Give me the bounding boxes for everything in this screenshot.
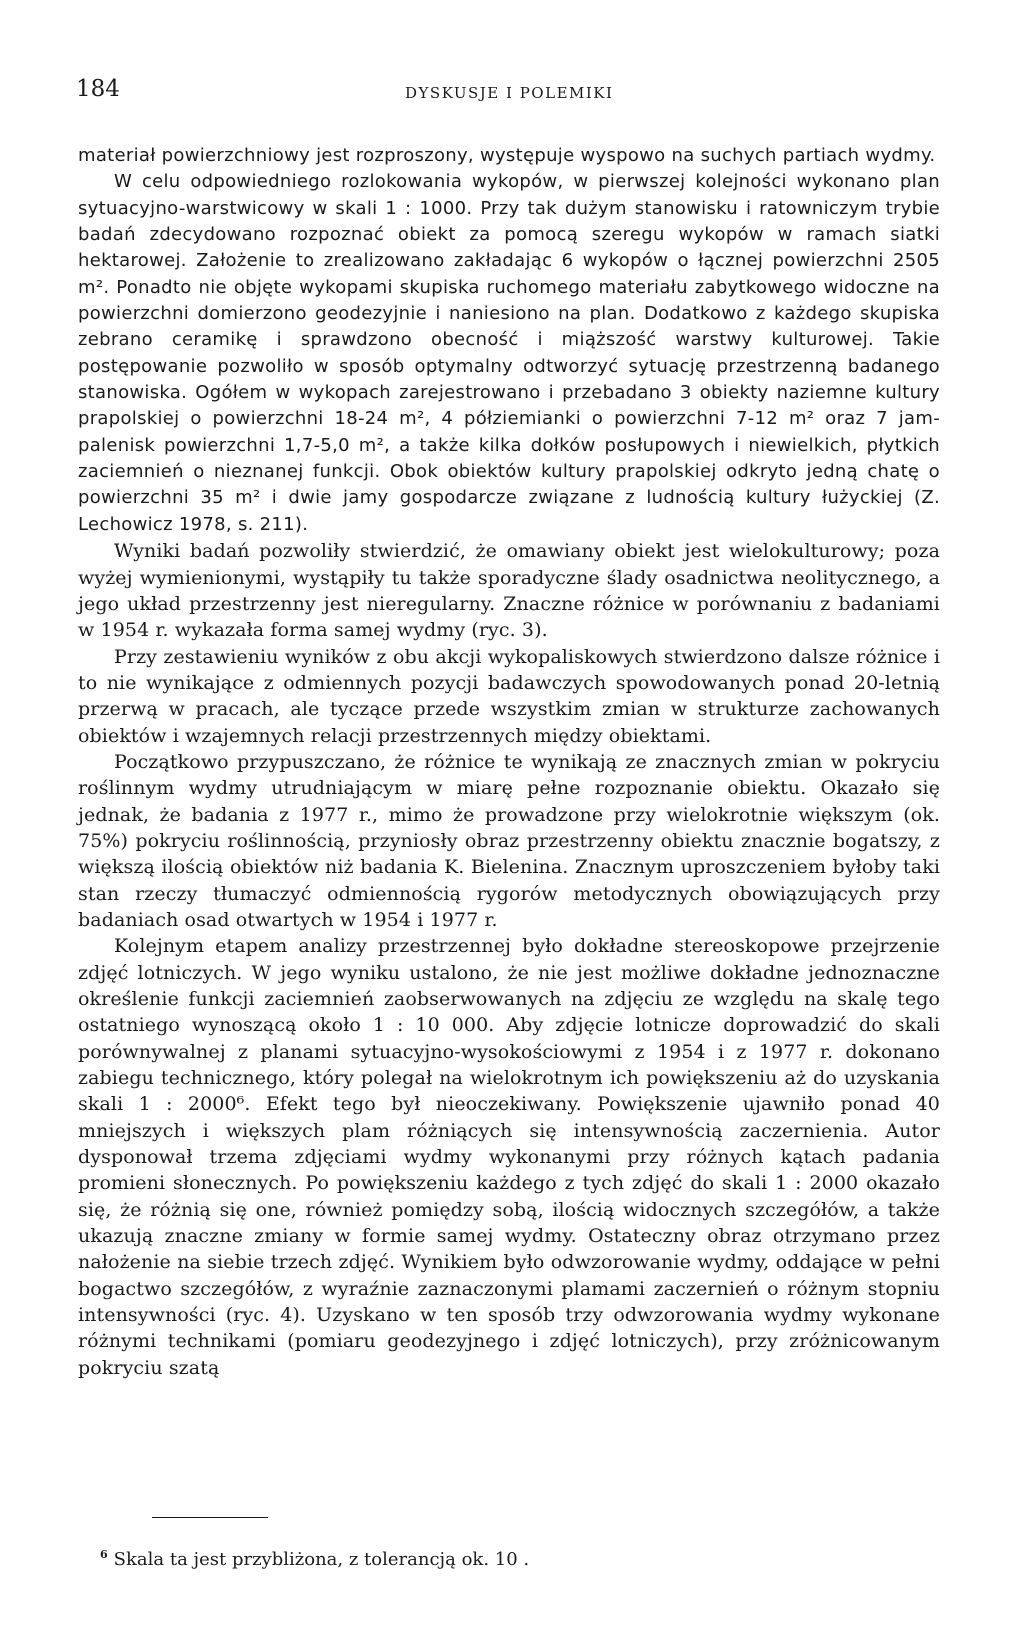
paragraph: materiał powierzchniowy jest rozproszony, występuje wyspowo na suchych partiach wydmy. (78, 145, 936, 166)
paragraph: Wyniki badań pozwoliły stwierdzić, że omawiany obiekt jest wielokulturowy; poza wyżej wymienionymi, wystąpiły tu także sporadyczne ślady osadnictwa neolitycznego, a jego układ przestrzenny jest nieregularny. Znaczne różnice w porównaniu z badaniami w 1954 r. wykazała forma samej wydmy (ryc. 3). (78, 540, 940, 642)
footnote-marker: 6 (100, 1548, 108, 1561)
footnote-divider (152, 1517, 268, 1518)
paragraph: Kolejnym etapem analizy przestrzennej było dokładne stereoskopowe przejrzenie zdjęć lotniczych. W jego wyniku ustalono, że nie jest możliwe dokładne jednoznaczne określenie funkcji zaciemnień zaobserwowanych na zdjęciu ze względu na skalę tego ostatniego wynoszącą około 1 : 10 000. Aby zdjęcie lotnicze doprowadzić do skali porównywalnej z planami sytuacyjno-wysokościowymi z 1954 i z 1977 r. dokonano zabiegu technicznego, który polegał na wielokrotnym ich powiększeniu aż do uzyskania skali 1 : 2000⁶. Efekt tego był nieoczekiwany. Powiększenie ujawniło ponad 40 mniejszych i większych plam różniących się intensywnością zaczernienia. Autor dysponował trzema zdjęciami wydmy wykonanymi przy różnych kątach padania promieni słonecznych. Po powiększeniu każdego z tych zdjęć do skali 1 : 2000 okazało się, że różnią się one, również pomiędzy sobą, ilością widocznych szczegółów, a także ukazują znaczne zmiany w formie samej wydmy. Ostateczny obraz otrzymano przez nałożenie na siebie trzech zdjęć. Wynikiem było odwzorowanie wydmy, oddające w pełni bogactwo szczegółów, z wyraźnie zaznaczonymi plamami zaczernień o różnym stopniu intensywności (ryc. 4). Uzyskano w ten sposób trzy odwzorowania wydmy wykonane różnymi technikami (pomiaru geodezyjnego i zdjęć lotniczych), przy zróżnicowanym pokryciu szatą (78, 935, 940, 1379)
footnote (100, 1548, 529, 1570)
paragraph: Początkowo przypuszczano, że różnice te wynikają ze znacznych zmian w pokryciu roślinnym wydmy utrudniającym w miarę pełne rozpoznanie obiektu. Okazało się jednak, że badania z 1977 r., mimo że prowadzone przy wielokrotnie większym (ok. 75%) pokryciu roślinnością, przyniosły obraz przestrzenny obiektu znacznie bogatszy, z większą ilością obiektów niż badania K. Bielenina. Znacznym uproszczeniem byłoby taki stan rzeczy tłumaczyć odmiennością rygorów metodycznych obowiązujących przy badaniach osad otwartych w 1954 i 1977 r. (78, 750, 940, 931)
paragraph: W celu odpowiedniego rozlokowania wykopów, w pierwszej kolejności wykonano plan sytuacyjno-warstwicowy w skali 1 : 1000. Przy tak dużym stanowisku i ratowniczym trybie badań zdecydowano rozpoznać obiekt za pomocą szeregu wykopów w ramach siatki hektarowej. Założenie to zrealizowano zakładając 6 wykopów o łącznej powierzchni 2505 m². Ponadto nie objęte wykopami skupiska ruchomego materiału zabytkowego widoczne na powierzchni domierzono geodezyjnie i naniesiono na plan. Dodatkowo z każdego skupiska zebrano ceramikę i sprawdzono obecność i miąższość warstwy kulturowej. Takie postępowanie pozwoliło w sposób optymalny odtworzyć sytuację przestrzenną badanego stanowiska. Ogółem w wykopach zarejestrowano i przebadano 3 obiekty naziemne kultury prapolskiej o powierzchni 18-24 m², 4 półziemianki o powierzchni 7-12 m² oraz 7 jam-palenisk powierzchni 1,7-5,0 m², a także kilka dołków posłupowych i niewielkich, płytkich zaciemnień o nieznanej funkcji. Obok obiektów kultury prapolskiej odkryto jedną chatę o powierzchni 35 m² i dwie jamy gospodarcze związane z ludnością kultury łużyckiej (Z. Lechowicz 1978, s. 211). (78, 171, 940, 535)
paragraph: Przy zestawieniu wyników z obu akcji wykopaliskowych stwierdzono dalsze różnice i to nie wynikające z odmiennych pozycji badawczych spowodowanych ponad 20-letnią przerwą w pracach, ale tyczące przede wszystkim zmian w strukturze zachowanych obiektów i wzajemnych relacji przestrzennych między obiektami. (78, 645, 940, 747)
page-number: 184 (76, 76, 120, 102)
body-text (78, 143, 940, 1381)
running-head: DYSKUSJE I POLEMIKI (405, 84, 614, 102)
footnote-text: Skala ta jest przybliżona, z tolerancją ok. 10 . (113, 1549, 530, 1570)
